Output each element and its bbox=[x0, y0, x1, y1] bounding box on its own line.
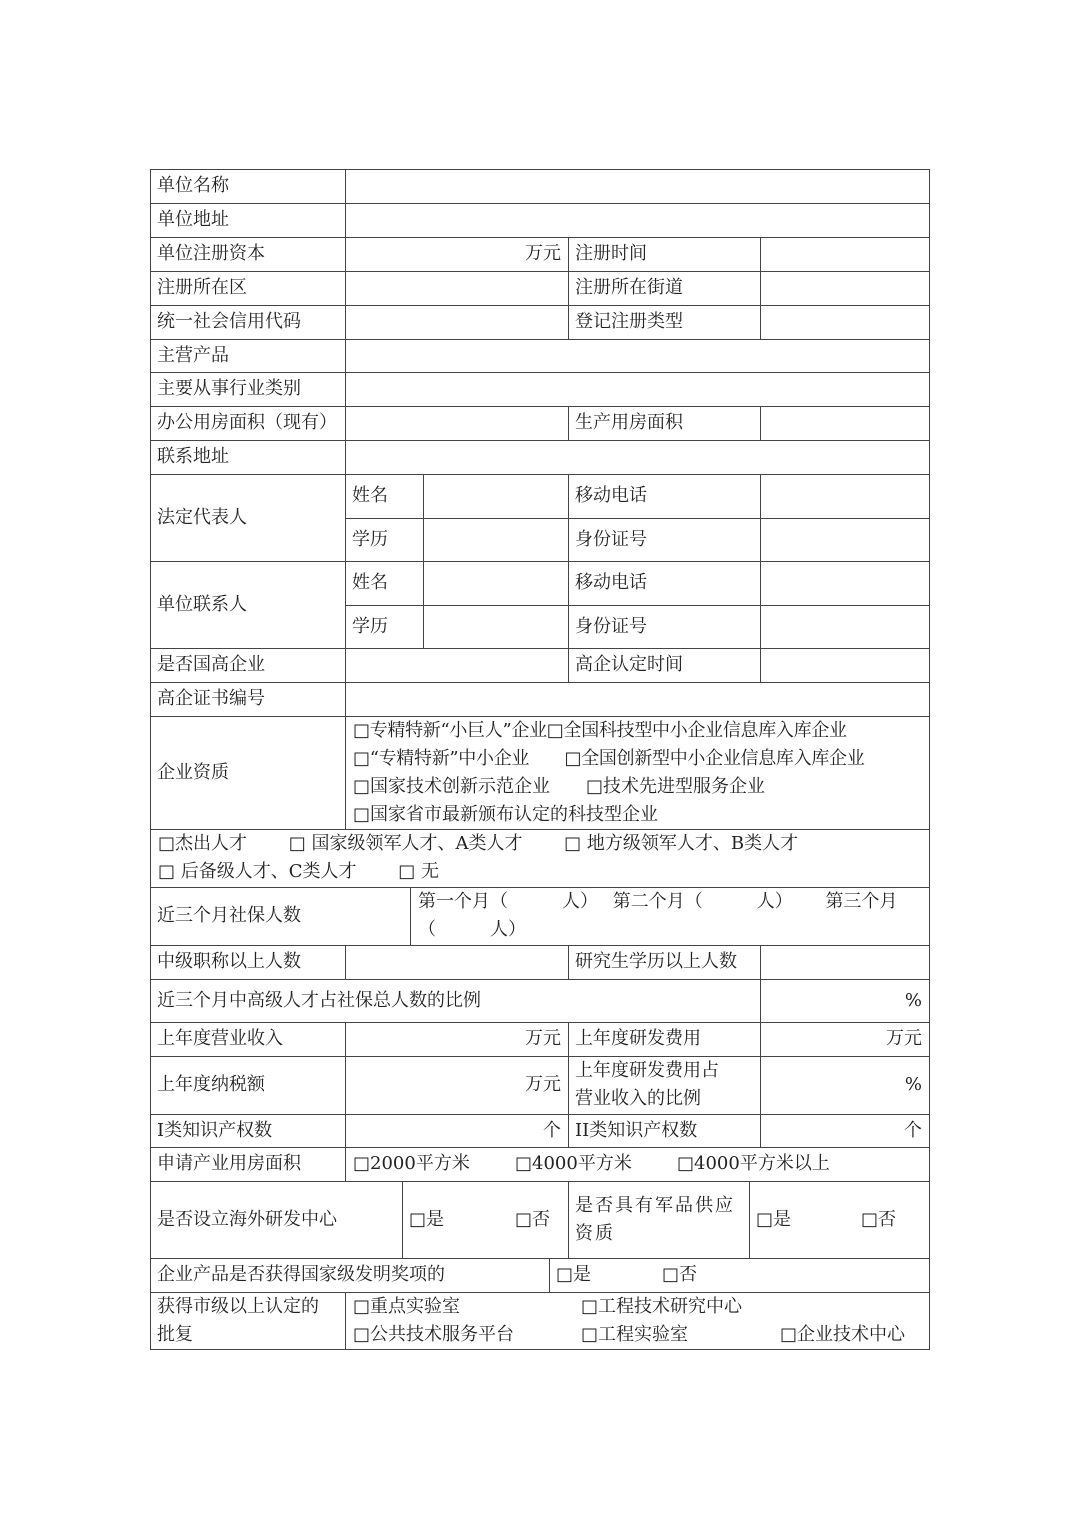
input-legal-rep-id[interactable] bbox=[761, 519, 929, 561]
input-industry[interactable] bbox=[346, 373, 929, 406]
input-postgrad[interactable] bbox=[761, 946, 929, 979]
label-unit-address: 单位地址 bbox=[157, 209, 229, 230]
label-office-area: 办公用房面积（现有） bbox=[157, 412, 337, 433]
checkbox-military-yes[interactable]: □是 bbox=[756, 1208, 792, 1230]
input-reg-street[interactable] bbox=[761, 272, 929, 305]
input-office-area[interactable] bbox=[346, 407, 568, 440]
input-high-tech-cert[interactable] bbox=[346, 683, 929, 716]
input-legal-rep-education[interactable] bbox=[424, 519, 568, 561]
label-reg-type: 登记注册类型 bbox=[575, 311, 683, 332]
checkbox-tech-center[interactable]: □企业技术中心 bbox=[780, 1324, 906, 1345]
label-main-products: 主营产品 bbox=[157, 344, 229, 366]
label-award: 企业产品是否获得国家级发明奖项的 bbox=[157, 1264, 445, 1285]
checkbox-eng-lab[interactable]: □工程实验室 bbox=[581, 1324, 689, 1345]
unit-ge: 个 bbox=[543, 1119, 561, 1141]
input-rd-cost[interactable] bbox=[761, 1022, 929, 1056]
unit-wan-yuan: 万元 bbox=[525, 1074, 561, 1095]
label-legal-rep-id: 身份证号 bbox=[575, 528, 647, 550]
unit-wan-yuan: 万元 bbox=[525, 243, 561, 264]
label-ip1: I类知识产权数 bbox=[157, 1119, 273, 1141]
unit-percent: % bbox=[904, 1074, 922, 1095]
label-tax: 上年度纳税额 bbox=[157, 1074, 265, 1095]
label-industry: 主要从事行业类别 bbox=[157, 378, 301, 399]
input-legal-rep-name[interactable] bbox=[424, 475, 568, 518]
checkbox-public-platform[interactable]: □公共技术服务平台 bbox=[353, 1324, 515, 1345]
label-area-apply: 申请产业用房面积 bbox=[157, 1153, 301, 1174]
label-approval: 获得市级以上认定的批复 bbox=[157, 1295, 319, 1345]
label-legal-rep: 法定代表人 bbox=[157, 506, 247, 528]
input-contact-id[interactable] bbox=[761, 606, 929, 648]
unit-ge: 个 bbox=[904, 1119, 922, 1141]
checkbox-key-lab[interactable]: □重点实验室 bbox=[353, 1296, 461, 1317]
label-legal-rep-education: 学历 bbox=[352, 528, 388, 550]
input-contact-mobile[interactable] bbox=[761, 562, 929, 605]
label-mid-title: 中级职称以上人数 bbox=[157, 951, 301, 972]
label-contact-mobile: 移动电话 bbox=[575, 572, 647, 593]
input-ip2[interactable] bbox=[761, 1114, 929, 1147]
label-is-high-tech: 是否国高企业 bbox=[157, 654, 265, 675]
label-unit-name: 单位名称 bbox=[157, 175, 229, 196]
unit-wan-yuan: 万元 bbox=[886, 1028, 922, 1049]
checkbox-award-yes[interactable]: □是 bbox=[556, 1264, 592, 1285]
input-rd-ratio[interactable] bbox=[761, 1056, 929, 1114]
label-social-security: 近三个月社保人数 bbox=[157, 905, 301, 926]
input-unit-address[interactable] bbox=[346, 204, 929, 237]
checkbox-area-4000[interactable]: □4000平方米 bbox=[515, 1153, 632, 1174]
input-tax[interactable] bbox=[346, 1056, 568, 1114]
checkbox-eng-center[interactable]: □工程技术研究中心 bbox=[581, 1296, 743, 1317]
unit-wan-yuan: 万元 bbox=[525, 1028, 561, 1049]
input-unit-name[interactable] bbox=[346, 170, 929, 203]
grid-line bbox=[929, 169, 930, 1350]
input-reg-time[interactable] bbox=[761, 238, 929, 271]
qualification-option-line[interactable]: □国家省市最新颁布认定的科技型企业 bbox=[353, 804, 659, 825]
label-high-tech-time: 高企认定时间 bbox=[575, 654, 683, 675]
qualification-option-line[interactable]: □国家技术创新示范企业 □技术先进型服务企业 bbox=[353, 776, 766, 797]
checkbox-overseas-yes[interactable]: □是 bbox=[409, 1208, 445, 1230]
label-reg-street: 注册所在街道 bbox=[575, 277, 683, 298]
label-rd-cost: 上年度研发费用 bbox=[575, 1028, 701, 1049]
label-revenue: 上年度营业收入 bbox=[157, 1028, 283, 1049]
input-reg-district[interactable] bbox=[346, 272, 568, 305]
input-legal-rep-mobile[interactable] bbox=[761, 475, 929, 518]
label-contact-address: 联系地址 bbox=[157, 446, 229, 467]
label-ip2: II类知识产权数 bbox=[575, 1119, 698, 1141]
input-is-high-tech[interactable] bbox=[346, 649, 568, 682]
input-contact-address[interactable] bbox=[346, 441, 929, 474]
talent-option-line[interactable]: □杰出人才 □ 国家级领军人才、A类人才 □ 地方级领军人才、B类人才 bbox=[158, 833, 799, 854]
input-high-tech-time[interactable] bbox=[761, 649, 929, 682]
grid-line bbox=[150, 1349, 930, 1350]
input-production-area[interactable] bbox=[761, 407, 929, 440]
checkbox-award-no[interactable]: □否 bbox=[662, 1264, 698, 1285]
input-revenue[interactable] bbox=[346, 1022, 568, 1056]
label-registered-capital: 单位注册资本 bbox=[157, 243, 265, 264]
unit-percent: % bbox=[904, 990, 922, 1011]
label-talent-ratio: 近三个月中高级人才占社保总人数的比例 bbox=[157, 989, 481, 1011]
label-contact-name: 姓名 bbox=[352, 572, 388, 593]
input-main-products[interactable] bbox=[346, 340, 929, 372]
label-legal-rep-name: 姓名 bbox=[352, 485, 388, 506]
checkbox-area-2000[interactable]: □2000平方米 bbox=[353, 1153, 470, 1174]
label-military: 是否具有军品供应资质 bbox=[575, 1194, 735, 1244]
label-high-tech-cert: 高企证书编号 bbox=[157, 688, 265, 709]
input-mid-title[interactable] bbox=[346, 946, 568, 979]
label-qualification: 企业资质 bbox=[157, 761, 229, 783]
input-registered-capital[interactable] bbox=[346, 237, 568, 271]
input-contact-education[interactable] bbox=[424, 606, 568, 648]
checkbox-overseas-no[interactable]: □否 bbox=[515, 1208, 551, 1230]
social-security-months[interactable]: 第一个月（ 人） 第二个月（ 人） 第三个月 bbox=[418, 891, 898, 912]
talent-option-line[interactable]: □ 后备级人才、C类人才 □ 无 bbox=[158, 861, 439, 882]
label-production-area: 生产用房面积 bbox=[575, 412, 683, 433]
qualification-option-line[interactable]: □“专精特新”中小企业 □全国创新型中小企业信息库入库企业 bbox=[353, 748, 865, 769]
label-rd-ratio: 上年度研发费用占营业收入的比例 bbox=[575, 1060, 719, 1109]
label-postgrad: 研究生学历以上人数 bbox=[575, 951, 737, 972]
label-contact-id: 身份证号 bbox=[575, 615, 647, 637]
label-unit-contact: 单位联系人 bbox=[157, 593, 247, 615]
input-reg-type[interactable] bbox=[761, 306, 929, 339]
checkbox-military-no[interactable]: □否 bbox=[861, 1208, 897, 1230]
input-ip1[interactable] bbox=[346, 1114, 568, 1147]
input-credit-code[interactable] bbox=[346, 306, 568, 339]
checkbox-area-4000-plus[interactable]: □4000平方米以上 bbox=[677, 1153, 830, 1174]
input-talent-ratio[interactable] bbox=[761, 980, 929, 1022]
social-security-months-cont[interactable]: （ 人） bbox=[418, 919, 526, 940]
label-contact-education: 学历 bbox=[352, 615, 388, 637]
label-credit-code: 统一社会信用代码 bbox=[157, 311, 301, 332]
label-legal-rep-mobile: 移动电话 bbox=[575, 485, 647, 506]
label-overseas-rd: 是否设立海外研发中心 bbox=[157, 1208, 337, 1230]
label-reg-time: 注册时间 bbox=[575, 243, 647, 264]
qualification-option-line[interactable]: □专精特新“小巨人”企业□全国科技型中小企业信息库入库企业 bbox=[353, 720, 847, 741]
label-reg-district: 注册所在区 bbox=[157, 277, 247, 298]
input-contact-name[interactable] bbox=[424, 562, 568, 605]
